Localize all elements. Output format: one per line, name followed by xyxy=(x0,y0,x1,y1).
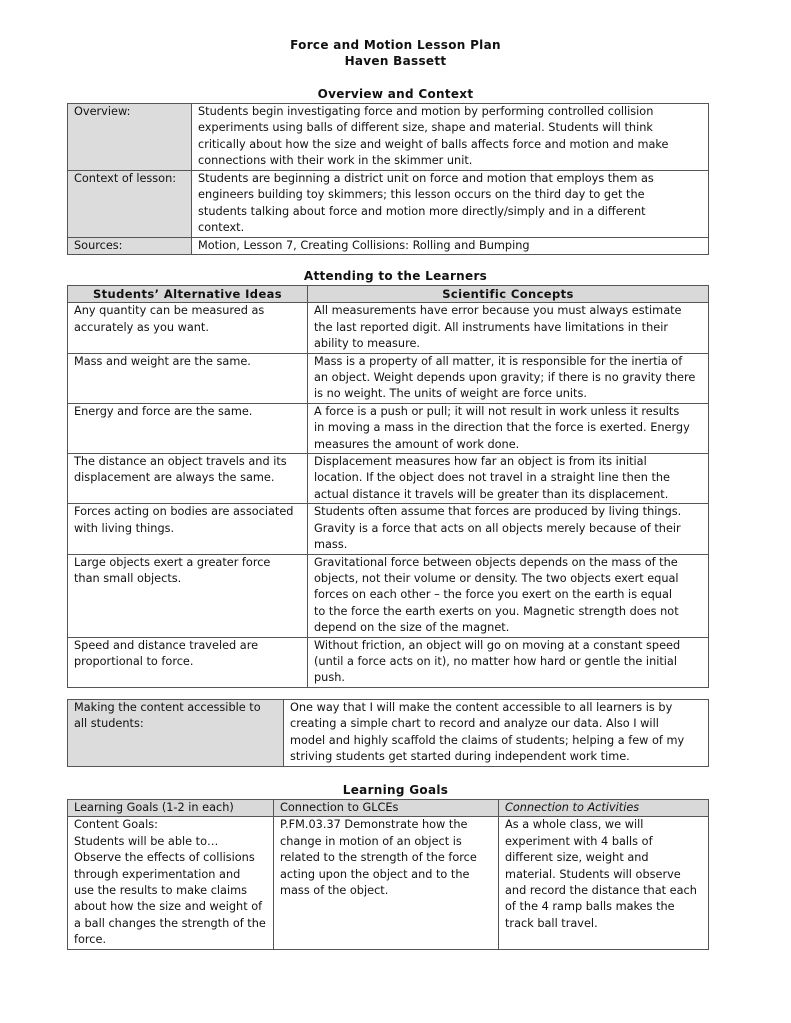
text-line: different size, weight and xyxy=(505,851,649,865)
overview-section-title: Overview and Context xyxy=(317,87,474,101)
overview-row xyxy=(68,104,709,171)
learning-goals-cell xyxy=(68,817,274,949)
text-line: mass. xyxy=(314,538,348,552)
scientific-concept xyxy=(308,554,709,637)
alternative-idea xyxy=(68,403,308,453)
table-row xyxy=(68,353,709,403)
accessibility-text xyxy=(284,700,709,767)
overview-label: Overview: xyxy=(68,104,192,171)
scientific-concept xyxy=(308,403,709,453)
goals-header: Learning Goals (1-2 in each) xyxy=(68,800,274,817)
overview-text xyxy=(192,104,709,171)
table-row xyxy=(68,403,709,453)
text-line: Motion, Lesson 7, Creating Collisions: Rolling and Bumping xyxy=(198,239,530,252)
sources-text xyxy=(192,238,709,255)
text-line: measures the amount of work done. xyxy=(314,437,520,451)
learners-header-row xyxy=(68,286,709,303)
text-line: Without friction, an object will go on moving at a constant speed xyxy=(314,638,681,652)
context-row xyxy=(68,171,709,238)
text-line: Displacement measures how far an object is from its initial xyxy=(314,455,647,469)
text-line: P.FM.03.37 Demonstrate how the xyxy=(280,818,468,832)
text-line: Content Goals: xyxy=(74,818,158,832)
text-line: Observe the effects of collisions xyxy=(74,851,255,865)
scientific-concept xyxy=(308,504,709,554)
scientific-concept xyxy=(308,454,709,504)
activities-header: Connection to Activities xyxy=(499,800,709,817)
text-line: location. If the object does not travel in a straight line then the xyxy=(314,471,670,485)
table-row xyxy=(68,554,709,637)
text-line: One way that I will make the content accessible to all learners is by xyxy=(290,701,673,714)
accessibility-table xyxy=(67,699,709,767)
text-line: related to the strength of the force xyxy=(280,851,477,865)
text-line: change in motion of an object is xyxy=(280,834,462,848)
sources-row xyxy=(68,238,709,255)
glce-cell xyxy=(274,817,499,949)
glce-header: Connection to GLCEs xyxy=(274,800,499,817)
text-line: to the force the earth exerts on you. Magnetic strength does not xyxy=(314,604,679,618)
alternative-idea xyxy=(68,554,308,637)
table-row xyxy=(68,637,709,687)
text-line: Making the content accessible to xyxy=(74,701,261,714)
text-line: A force is a push or pull; it will not result in work unless it results xyxy=(314,404,680,418)
text-line: with living things. xyxy=(74,521,175,535)
text-line: Students will be able to… xyxy=(74,834,219,848)
table-row xyxy=(68,303,709,353)
goals-section-title: Learning Goals xyxy=(342,783,449,797)
table-row xyxy=(68,454,709,504)
text-line: Gravity is a force that acts on all objects merely because of their xyxy=(314,521,681,535)
activities-cell xyxy=(499,817,709,949)
text-line: students talking about force and motion more directly/simply and in a different xyxy=(198,204,646,218)
text-line: striving students get started during independent work time. xyxy=(290,750,630,764)
text-line: all students: xyxy=(74,717,144,731)
text-line: and record the distance that each xyxy=(505,884,697,898)
text-line: Mass and weight are the same. xyxy=(74,354,251,368)
text-line: displacement are always the same. xyxy=(74,471,275,485)
learners-table xyxy=(67,285,709,688)
text-line: Gravitational force between objects depends on the mass of the xyxy=(314,555,678,569)
text-line: creating a simple chart to record and analyze our data. Also I will xyxy=(290,717,659,731)
document-title: Force and Motion Lesson Plan xyxy=(290,38,501,52)
accessibility-row xyxy=(68,700,709,767)
text-line: accurately as you want. xyxy=(74,320,209,334)
text-line: about how the size and weight of xyxy=(74,900,263,914)
text-line: through experimentation and xyxy=(74,867,241,881)
context-text xyxy=(192,171,709,238)
alternative-idea xyxy=(68,454,308,504)
text-line: track ball travel. xyxy=(505,916,598,930)
scientific-concepts-header: Scientific Concepts xyxy=(308,286,709,303)
text-line: than small objects. xyxy=(74,571,182,585)
alternative-idea xyxy=(68,303,308,353)
text-line: ability to measure. xyxy=(314,337,421,351)
text-line: All measurements have error because you must always estimate xyxy=(314,304,682,318)
text-line: an object. Weight depends upon gravity; if there is no gravity there xyxy=(314,371,696,385)
text-line: use the results to make claims xyxy=(74,884,247,898)
text-line: of the 4 ramp balls makes the xyxy=(505,900,675,914)
text-line: material. Students will observe xyxy=(505,867,681,881)
text-line: context. xyxy=(198,221,245,235)
author-name: Haven Bassett xyxy=(344,54,447,68)
table-row xyxy=(68,504,709,554)
learners-section-title: Attending to the Learners xyxy=(303,269,488,283)
text-line: objects, not their volume or density. The two objects exert equal xyxy=(314,571,679,585)
text-line: the last reported digit. All instruments have limitations in their xyxy=(314,320,668,334)
text-line: engineers building toy skimmers; this lesson occurs on the third day to get the xyxy=(198,188,645,202)
alternative-idea xyxy=(68,637,308,687)
alternative-ideas-header: Students’ Alternative Ideas xyxy=(68,286,308,303)
scientific-concept xyxy=(308,637,709,687)
text-line: experiments using balls of different size, shape and material. Students will think xyxy=(198,121,653,135)
scientific-concept xyxy=(308,303,709,353)
text-line: forces on each other – the force you exert on the earth is equal xyxy=(314,588,673,602)
alternative-idea xyxy=(68,353,308,403)
sources-label: Sources: xyxy=(68,238,192,255)
text-line: Energy and force are the same. xyxy=(74,404,253,418)
text-line: As a whole class, we will xyxy=(505,818,644,832)
overview-table xyxy=(67,103,709,255)
text-line: The distance an object travels and its xyxy=(74,455,287,469)
goals-table xyxy=(67,799,709,950)
text-line: (until a force acts on it), no matter how hard or gentle the initial xyxy=(314,654,677,668)
text-line: connections with their work in the skimmer unit. xyxy=(198,154,473,168)
accessibility-label xyxy=(68,700,284,767)
goals-row xyxy=(68,817,709,949)
text-line: actual distance it travels will be greater than its displacement. xyxy=(314,487,669,501)
text-line: push. xyxy=(314,671,345,685)
text-line: Forces acting on bodies are associated xyxy=(74,505,294,519)
context-label: Context of lesson: xyxy=(68,171,192,238)
text-line: Speed and distance traveled are xyxy=(74,638,259,652)
text-line: Students are beginning a district unit on force and motion that employs them as xyxy=(198,172,654,185)
goals-header-row xyxy=(68,800,709,817)
text-line: experiment with 4 balls of xyxy=(505,834,653,848)
text-line: mass of the object. xyxy=(280,884,389,898)
text-line: critically about how the size and weight of balls affects force and motion and make xyxy=(198,137,669,151)
text-line: force. xyxy=(74,933,107,947)
scientific-concept xyxy=(308,353,709,403)
text-line: acting upon the object and to the xyxy=(280,867,470,881)
text-line: Any quantity can be measured as xyxy=(74,304,265,318)
text-line: in moving a mass in the direction that the force is exerted. Energy xyxy=(314,421,690,435)
text-line: Students begin investigating force and motion by performing controlled collision xyxy=(198,105,654,118)
text-line: is no weight. The units of weight are force units. xyxy=(314,387,587,401)
text-line: Mass is a property of all matter, it is responsible for the inertia of xyxy=(314,354,683,368)
text-line: model and highly scaffold the claims of students; helping a few of my xyxy=(290,733,685,747)
text-line: Large objects exert a greater force xyxy=(74,555,271,569)
alternative-idea xyxy=(68,504,308,554)
text-line: Students often assume that forces are produced by living things. xyxy=(314,505,682,519)
text-line: proportional to force. xyxy=(74,654,194,668)
text-line: a ball changes the strength of the xyxy=(74,916,266,930)
text-line: depend on the size of the magnet. xyxy=(314,621,510,635)
